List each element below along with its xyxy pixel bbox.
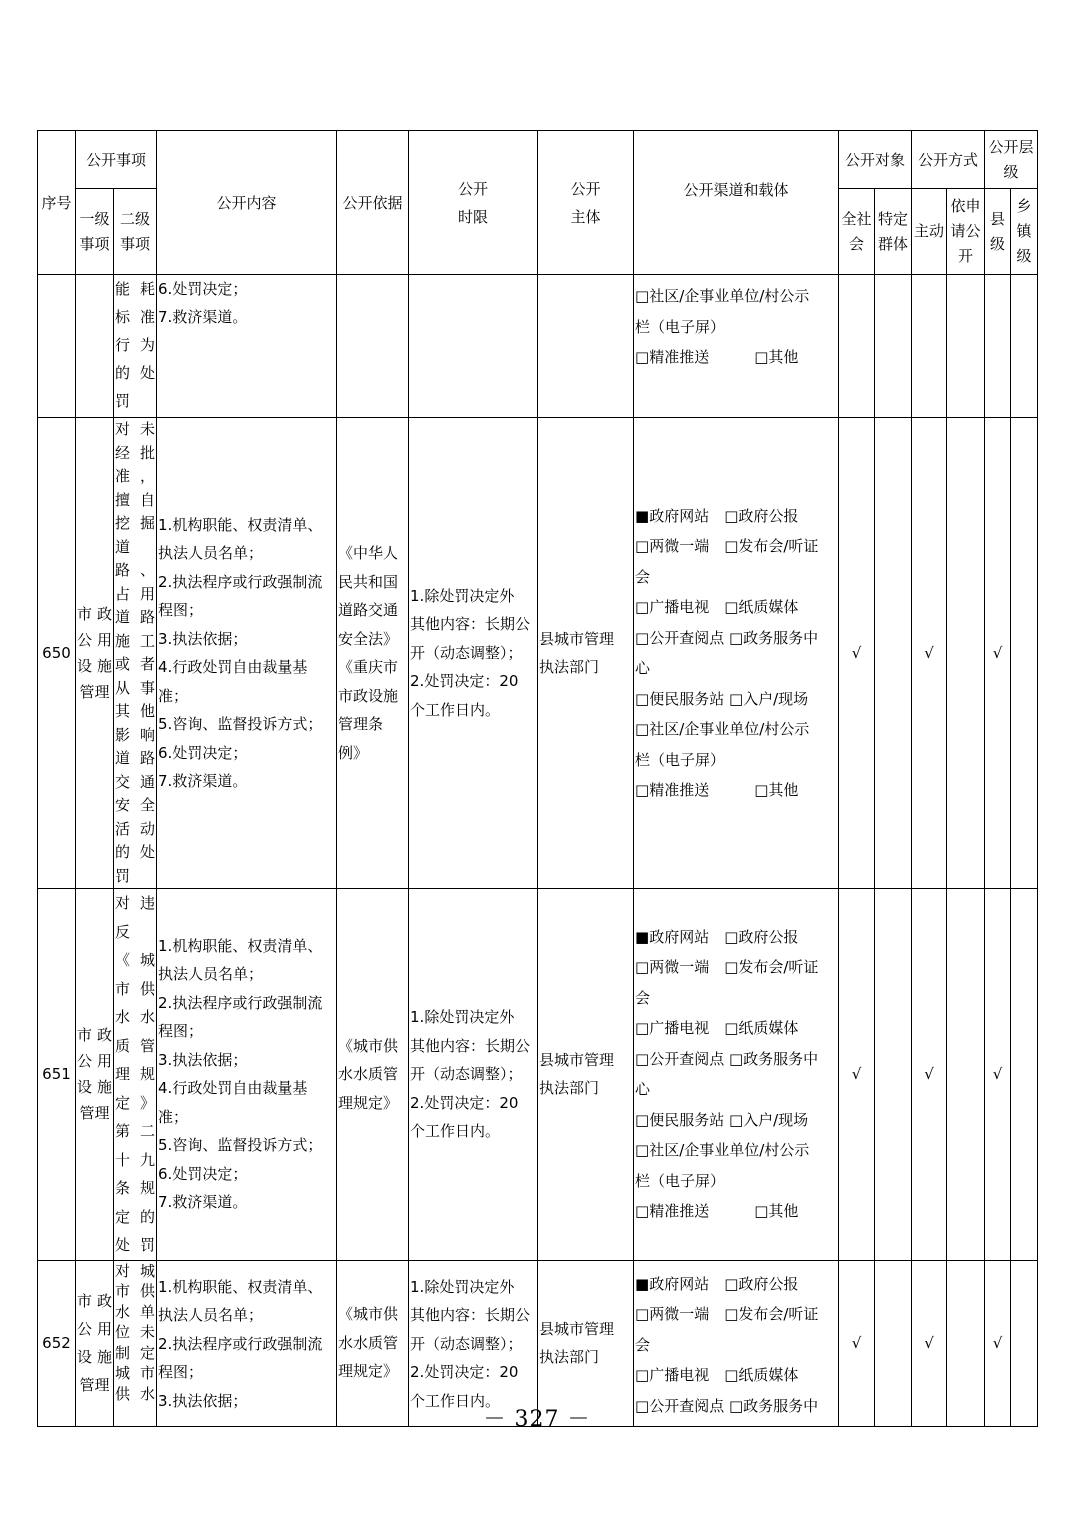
time-line: 其他内容：长期公 bbox=[410, 1306, 531, 1324]
content-line: 执法人员名单； bbox=[158, 965, 264, 984]
content-line: 7.救济渠道。 bbox=[158, 308, 248, 326]
row-level-county: √ bbox=[985, 1260, 1011, 1426]
basis-line: 市政设施 bbox=[338, 686, 399, 705]
header-channel: 公开渠道和载体 bbox=[634, 131, 839, 275]
time-line: 其他内容：长期公 bbox=[410, 615, 531, 634]
row-basis bbox=[337, 889, 409, 1261]
channel-line: □精准推送 □其他 bbox=[635, 781, 799, 799]
row-level2: 对未经批准，擅自挖掘道路、占用道路施工或者从事其他影响道路交通安全活动的处罚 bbox=[114, 418, 157, 889]
basis-line: 安全法》 bbox=[338, 629, 399, 648]
content-line: 准； bbox=[158, 1107, 189, 1126]
header-seq: 序号 bbox=[38, 131, 76, 275]
content-line: 准； bbox=[158, 686, 189, 705]
basis-line: 道路交通 bbox=[338, 601, 399, 619]
channel-line: □社区/企事业单位/村公示 bbox=[635, 1141, 810, 1160]
channel-line: □广播电视 □纸质媒体 bbox=[635, 598, 799, 616]
channel-line: ■政府网站 □政府公报 bbox=[635, 506, 799, 525]
channel-line: 会 bbox=[635, 988, 651, 1007]
channel-line: 会 bbox=[635, 1335, 651, 1354]
basis-line: 《城市供 bbox=[338, 1036, 399, 1055]
content-line: 1.机构职能、权责清单、 bbox=[158, 936, 323, 955]
subject-line: 县城市管理 bbox=[539, 1050, 615, 1069]
channel-line: 心 bbox=[635, 659, 651, 677]
row-time-limit bbox=[409, 418, 538, 889]
time-line: 1.除处罚决定外 bbox=[410, 1277, 515, 1296]
row-level-county bbox=[985, 275, 1011, 418]
basis-line: 水水质管 bbox=[338, 1333, 399, 1352]
content-line: 6.处罚决定； bbox=[158, 1164, 248, 1183]
disclosure-table bbox=[37, 130, 1038, 1427]
channel-line: □两微一端 □发布会/听证 bbox=[635, 537, 819, 555]
time-line: 开（动态调整）； bbox=[410, 1065, 523, 1083]
row-channels bbox=[634, 275, 839, 418]
row-subject bbox=[538, 275, 634, 418]
header-level-group: 公开层级 bbox=[985, 131, 1038, 189]
row-target-specific bbox=[875, 275, 912, 418]
basis-line: 《中华人 bbox=[338, 544, 399, 562]
time-line: 个工作日内。 bbox=[410, 1122, 501, 1140]
basis-line: 《重庆市 bbox=[338, 658, 399, 676]
row-content bbox=[157, 889, 337, 1261]
row-seq: 652 bbox=[38, 1260, 76, 1426]
header-method-apply: 依申请公开 bbox=[947, 189, 985, 275]
time-line: 个工作日内。 bbox=[410, 1391, 501, 1410]
content-line: 程图； bbox=[158, 1022, 204, 1041]
channel-line: □广播电视 □纸质媒体 bbox=[635, 1019, 799, 1038]
channel-line: □两微一端 □发布会/听证 bbox=[635, 958, 819, 977]
row-method-active: √ bbox=[912, 1260, 947, 1426]
row-seq: 650 bbox=[38, 418, 76, 889]
row-time-limit bbox=[409, 275, 538, 418]
row-target-specific bbox=[875, 418, 912, 889]
row-level-town bbox=[1011, 418, 1038, 889]
content-line: 3.执法依据； bbox=[158, 1050, 248, 1069]
subject-line: 执法部门 bbox=[539, 1079, 600, 1098]
header-level2: 二级事项 bbox=[114, 189, 157, 275]
content-line: 4.行政处罚自由裁量基 bbox=[158, 1079, 308, 1098]
channel-line: 栏（电子屏） bbox=[635, 317, 726, 336]
subject-line: 执法部门 bbox=[539, 658, 600, 676]
header-target-all: 全社会 bbox=[839, 189, 875, 275]
header-level-county: 县级 bbox=[985, 189, 1011, 275]
time-line: 开（动态调整）； bbox=[410, 643, 523, 662]
time-line: 2.处罚决定：20 bbox=[410, 1093, 519, 1112]
row-basis bbox=[337, 418, 409, 889]
subject-line: 县城市管理 bbox=[539, 1319, 615, 1338]
content-line: 7.救济渠道。 bbox=[158, 1193, 248, 1212]
channel-line: 栏（电子屏） bbox=[635, 1171, 726, 1190]
channel-line: □公开查阅点 □政务服务中 bbox=[635, 1396, 819, 1415]
content-line: 1.机构职能、权责清单、 bbox=[158, 1277, 323, 1296]
row-level1: 市政公用设施管理 bbox=[76, 418, 114, 889]
channel-line: 会 bbox=[635, 567, 651, 586]
row-content bbox=[157, 275, 337, 418]
time-line: 2.处罚决定：20 bbox=[410, 1363, 519, 1381]
time-line: 1.除处罚决定外 bbox=[410, 1008, 515, 1026]
subject-line: 县城市管理 bbox=[539, 629, 615, 648]
row-method-active: √ bbox=[912, 889, 947, 1261]
header-subject: 公开主体 bbox=[538, 131, 634, 275]
row-seq: 651 bbox=[38, 889, 76, 1261]
channel-line: □便民服务站 □入户/现场 bbox=[635, 1110, 809, 1129]
row-content bbox=[157, 418, 337, 889]
row-method-apply bbox=[947, 275, 985, 418]
channel-line: □公开查阅点 □政务服务中 bbox=[635, 628, 819, 647]
content-line: 程图； bbox=[158, 601, 204, 619]
content-line: 3.执法依据； bbox=[158, 1391, 248, 1410]
row-level2: 能耗标准行为的处罚 bbox=[114, 275, 157, 418]
content-line: 2.执法程序或行政强制流 bbox=[158, 993, 323, 1012]
row-level-county: √ bbox=[985, 418, 1011, 889]
content-line: 5.咨询、监督投诉方式； bbox=[158, 715, 323, 733]
basis-line: 管理条 bbox=[338, 715, 384, 733]
table-row bbox=[38, 889, 1038, 1261]
header-time-limit: 公开时限 bbox=[409, 131, 538, 275]
row-level2: 对城市供水单位未制定城市供水 bbox=[114, 1260, 157, 1426]
row-level-county: √ bbox=[985, 889, 1011, 1261]
header-row-1 bbox=[38, 131, 1038, 189]
basis-line: 理规定》 bbox=[338, 1093, 399, 1112]
content-line: 2.执法程序或行政强制流 bbox=[158, 1334, 323, 1353]
header-method-active: 主动 bbox=[912, 189, 947, 275]
row-target-all bbox=[839, 275, 875, 418]
channel-line: 心 bbox=[635, 1080, 651, 1099]
row-level1: 市政公用设施管理 bbox=[76, 889, 114, 1261]
page-number: － 327 － bbox=[483, 1407, 591, 1432]
header-item-group: 公开事项 bbox=[76, 131, 157, 189]
row-channels bbox=[634, 418, 839, 889]
row-level-town bbox=[1011, 889, 1038, 1261]
time-line: 个工作日内。 bbox=[410, 700, 501, 719]
content-line: 1.机构职能、权责清单、 bbox=[158, 515, 323, 534]
content-line: 5.咨询、监督投诉方式； bbox=[158, 1136, 323, 1155]
row-target-all: √ bbox=[839, 1260, 875, 1426]
channel-line: □两微一端 □发布会/听证 bbox=[635, 1305, 819, 1323]
content-line: 执法人员名单； bbox=[158, 544, 264, 562]
channel-line: □社区/企事业单位/村公示 bbox=[635, 287, 810, 305]
row-target-specific bbox=[875, 889, 912, 1261]
content-line: 7.救济渠道。 bbox=[158, 772, 248, 790]
row-method-active: √ bbox=[912, 418, 947, 889]
row-target-all: √ bbox=[839, 418, 875, 889]
row-level1 bbox=[76, 275, 114, 418]
channel-line: ■政府网站 □政府公报 bbox=[635, 1274, 799, 1293]
header-basis: 公开依据 bbox=[337, 131, 409, 275]
basis-line: 水水质管 bbox=[338, 1065, 399, 1083]
content-line: 4.行政处罚自由裁量基 bbox=[158, 658, 308, 676]
time-line: 1.除处罚决定外 bbox=[410, 586, 515, 605]
basis-line: 民共和国 bbox=[338, 572, 399, 591]
basis-line: 理规定》 bbox=[338, 1362, 399, 1381]
channel-line: 栏（电子屏） bbox=[635, 750, 726, 769]
basis-line: 《城市供 bbox=[338, 1305, 399, 1324]
row-level-town bbox=[1011, 275, 1038, 418]
time-line: 2.处罚决定：20 bbox=[410, 672, 519, 691]
row-target-all: √ bbox=[839, 889, 875, 1261]
channel-line: □便民服务站 □入户/现场 bbox=[635, 689, 809, 708]
row-method-active bbox=[912, 275, 947, 418]
time-line: 开（动态调整）； bbox=[410, 1334, 523, 1353]
row-channels bbox=[634, 889, 839, 1261]
row-time-limit bbox=[409, 889, 538, 1261]
row-subject bbox=[538, 889, 634, 1261]
channel-line: □精准推送 □其他 bbox=[635, 348, 799, 366]
row-subject bbox=[538, 418, 634, 889]
row-level1: 市政公用设施管理 bbox=[76, 1260, 114, 1426]
header-method-group: 公开方式 bbox=[912, 131, 985, 189]
content-line: 执法人员名单； bbox=[158, 1306, 264, 1324]
row-basis bbox=[337, 275, 409, 418]
row-method-apply bbox=[947, 418, 985, 889]
content-line: 6.处罚决定； bbox=[158, 280, 248, 298]
header-level1: 一级事项 bbox=[76, 189, 114, 275]
channel-line: □社区/企事业单位/村公示 bbox=[635, 720, 810, 738]
header-content: 公开内容 bbox=[157, 131, 337, 275]
header-level-town: 乡镇级 bbox=[1011, 189, 1038, 275]
channel-line: ■政府网站 □政府公报 bbox=[635, 927, 799, 946]
table-row bbox=[38, 275, 1038, 418]
header-target-specific: 特定群体 bbox=[875, 189, 912, 275]
subject-line: 执法部门 bbox=[539, 1348, 600, 1366]
header-target-group: 公开对象 bbox=[839, 131, 912, 189]
channel-line: □广播电视 □纸质媒体 bbox=[635, 1366, 799, 1384]
row-level2: 对违反《城市供水水质管理规定》第二十九条规定的处罚 bbox=[114, 889, 157, 1261]
channel-line: □公开查阅点 □政务服务中 bbox=[635, 1049, 819, 1068]
row-method-apply bbox=[947, 889, 985, 1261]
content-line: 程图； bbox=[158, 1363, 204, 1381]
time-line: 其他内容：长期公 bbox=[410, 1036, 531, 1055]
row-seq bbox=[38, 275, 76, 418]
content-line: 2.执法程序或行政强制流 bbox=[158, 572, 323, 591]
basis-line: 例》 bbox=[338, 743, 369, 762]
content-line: 3.执法依据； bbox=[158, 629, 248, 648]
table-row bbox=[38, 418, 1038, 889]
content-line: 6.处罚决定； bbox=[158, 743, 248, 762]
channel-line: □精准推送 □其他 bbox=[635, 1202, 799, 1221]
